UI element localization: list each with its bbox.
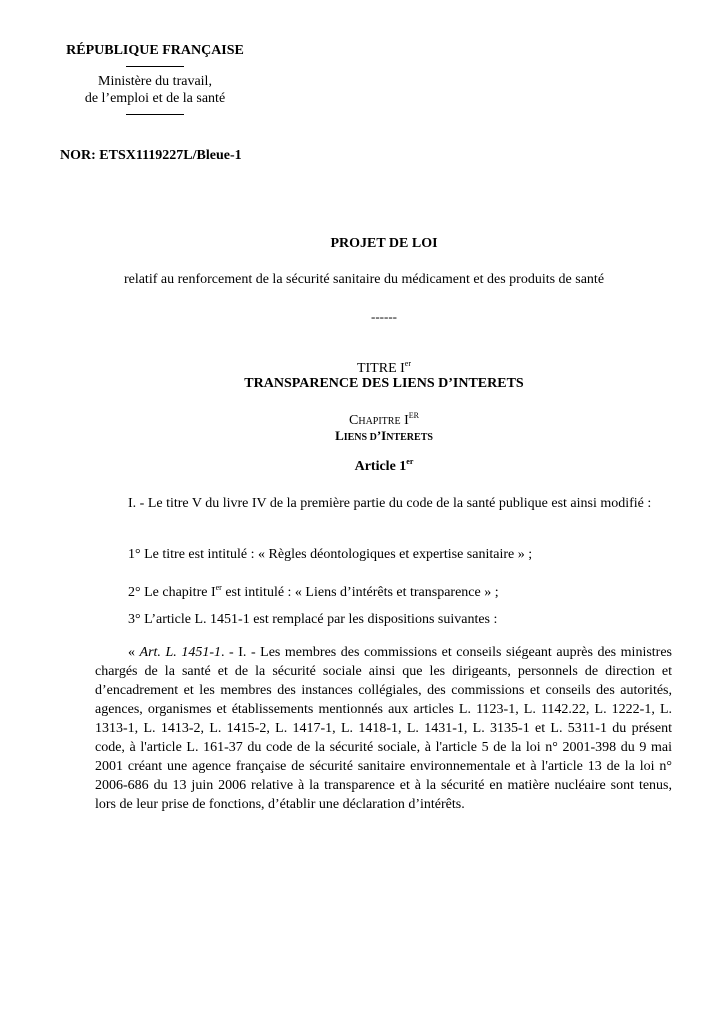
article-body: . - I. - Les membres des commissions et conseils siégeant auprès des ministres chargés de la santé et de la sécurité sociale ainsi que les dirigeants, personnels de direction et d’encadrement et les membres des instances collégiales, des commissions et conseils des autorités, agences, organismes et établissements mentionnés aux articles L. 1123-1, L. 1142.22, L. 1222-1, L. 1313-1, L. 1413-2, L. 1415-2, L. 1417-1, L. 1418-1, L. 1431-1, L. 3135-1 et L. 5311-1 du présent code, à l'article L. 161-37 du code de la sécurité sociale, à l'article 5 de la loi n° 2001-398 du 9 mai 2001 créant une agence française de sécurité sanitaire environnementale et à l'article 13 de la loi n° 2006-686 du 13 juin 2006 relative à la transparence et à la sécurité en matière nucléaire sont tenus, lors de leur prise de fonctions, d’établir une déclaration d’intérêts. xyxy=(95,645,672,812)
chapitre-heading xyxy=(40,428,728,444)
quote-open: « xyxy=(128,645,140,660)
divider xyxy=(126,114,184,115)
chapitre-heading-rest-1: IENS D xyxy=(343,432,377,443)
paragraph-2-text xyxy=(95,578,672,602)
paragraph-3 xyxy=(95,610,672,629)
divider xyxy=(126,66,184,67)
titre-label-sup: er xyxy=(404,359,412,368)
paragraph-2-a: 2° Le chapitre I xyxy=(128,585,216,600)
paragraph-1-text: 1° Le titre est intitulé : « Règles déontologiques et expertise sanitaire » ; xyxy=(128,547,533,562)
article-label-sup: er xyxy=(406,457,414,466)
paragraph-article-text xyxy=(95,643,672,814)
paragraph-2-sup: er xyxy=(215,583,222,592)
article-label-text: Article 1 xyxy=(354,459,407,474)
titre-label-text: TITRE I xyxy=(356,361,405,376)
title-separator: ------ xyxy=(371,309,397,324)
ministry-line-1: Ministère du travail, xyxy=(98,74,212,89)
chapitre-heading-rest-2: NTERETS xyxy=(386,432,433,443)
chapitre-initial: C xyxy=(349,413,359,428)
article-l1451-1-text xyxy=(95,643,672,814)
paragraph-1 xyxy=(95,545,672,564)
article-reference: Art. L. 1451-1 xyxy=(139,645,221,660)
letterhead xyxy=(60,42,250,121)
paragraph-intro-text: I. - Le titre V du livre IV de la première partie du code de la santé publique est ainsi modifié : xyxy=(128,496,652,511)
chapitre-number: I xyxy=(404,413,409,428)
paragraph-intro xyxy=(95,494,672,513)
nor-reference: NOR: ETSX1119227L/Bleue-1 xyxy=(60,148,242,163)
ministry-line-2: de l’emploi et de la santé xyxy=(84,91,226,106)
document-kind: PROJET DE LOI xyxy=(330,236,438,251)
republic-title: RÉPUBLIQUE FRANÇAISE xyxy=(66,43,244,58)
chapitre-sup: ER xyxy=(408,411,419,420)
paragraph-3-text: 3° L’article L. 1451-1 est remplacé par les dispositions suivantes : xyxy=(128,612,498,627)
chapitre-label xyxy=(40,411,728,429)
article-label xyxy=(40,457,728,475)
chapitre-heading-initial-2: I xyxy=(381,428,387,443)
document-subject: relatif au renforcement de la sécurité sanitaire du médicament et des produits de santé xyxy=(123,272,605,287)
chapitre-heading-initial-1: L xyxy=(335,428,344,443)
paragraph-2-b: est intitulé : « Liens d’intérêts et transparence » ; xyxy=(221,585,499,600)
titre-label xyxy=(40,359,728,377)
chapitre-heading-apostrophe: ’ xyxy=(376,428,382,443)
paragraph-2 xyxy=(95,578,672,602)
titre-heading: TRANSPARENCE DES LIENS D’INTERETS xyxy=(244,376,524,391)
chapitre-rest: HAPITRE xyxy=(358,416,401,427)
